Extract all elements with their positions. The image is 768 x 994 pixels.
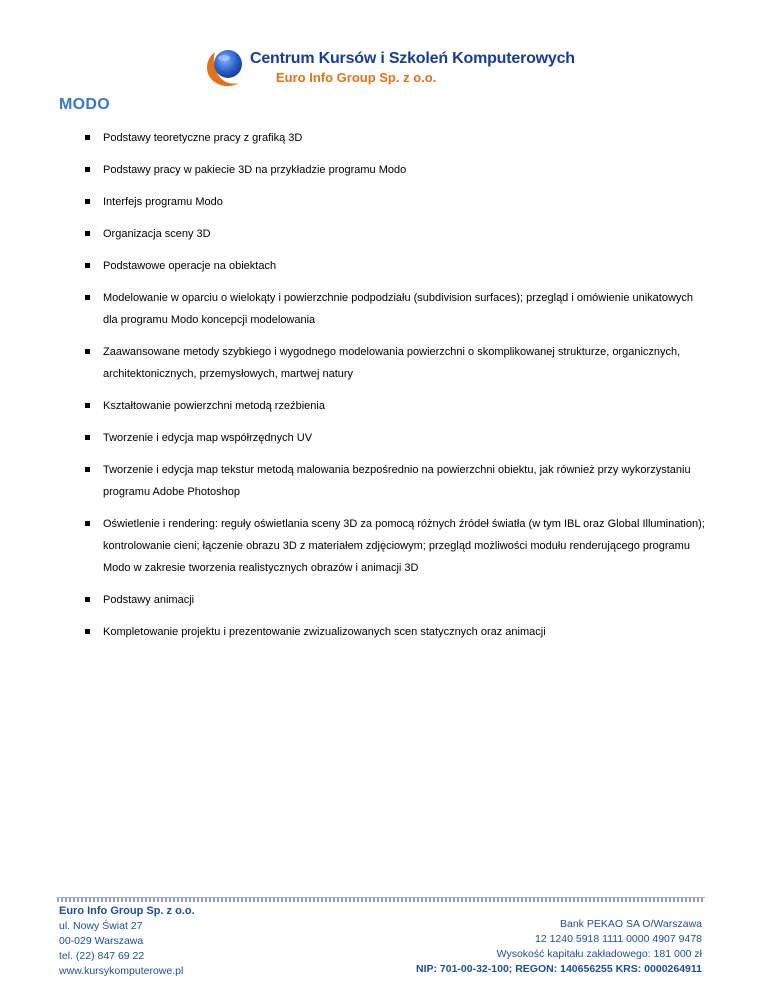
square-bullet-icon bbox=[85, 435, 90, 440]
logo-subtitle: Euro Info Group Sp. z o.o. bbox=[276, 70, 437, 85]
list-item bbox=[85, 341, 705, 385]
square-bullet-icon bbox=[85, 467, 90, 472]
list-item bbox=[85, 287, 705, 331]
square-bullet-icon bbox=[85, 135, 90, 140]
list-item bbox=[85, 255, 705, 277]
footer-website: www.kursykomputerowe.pl bbox=[59, 965, 184, 977]
list-item-text: Podstawy animacji bbox=[103, 594, 195, 606]
list-item-text: Podstawy pracy w pakiecie 3D na przykładzie programu Modo bbox=[103, 164, 407, 176]
footer-street: ul. Nowy Świat 27 bbox=[59, 920, 143, 932]
square-bullet-icon bbox=[85, 403, 90, 408]
list-item bbox=[85, 621, 705, 643]
topic-list bbox=[85, 127, 705, 653]
globe-logo-icon bbox=[203, 46, 245, 88]
list-item-text: Organizacja sceny 3D bbox=[103, 228, 211, 240]
square-bullet-icon bbox=[85, 295, 90, 300]
list-item-text: Interfejs programu Modo bbox=[103, 196, 223, 208]
footer-divider bbox=[57, 897, 705, 902]
page-title: MODO bbox=[59, 96, 110, 113]
list-item-text: Kształtowanie powierzchni metodą rzeźbienia bbox=[103, 400, 325, 412]
square-bullet-icon bbox=[85, 263, 90, 268]
square-bullet-icon bbox=[85, 629, 90, 634]
square-bullet-icon bbox=[85, 521, 90, 526]
footer-address bbox=[59, 904, 195, 979]
list-item bbox=[85, 427, 705, 449]
square-bullet-icon bbox=[85, 349, 90, 354]
square-bullet-icon bbox=[85, 231, 90, 236]
footer-city: 00-029 Warszawa bbox=[59, 935, 144, 947]
list-item bbox=[85, 513, 705, 579]
list-item bbox=[85, 127, 705, 149]
footer-capital: Wysokość kapitału zakładowego: 181 000 zł bbox=[496, 948, 702, 960]
list-item bbox=[85, 223, 705, 245]
list-item-text: Zaawansowane metody szybkiego i wygodnego modelowania powierzchni o skomplikowanej strukturze, organicznych, architektonicznych, przemysłowych, martwej natury bbox=[103, 346, 681, 380]
list-item bbox=[85, 395, 705, 417]
list-item bbox=[85, 459, 705, 503]
footer-company-name: Euro Info Group Sp. z o.o. bbox=[59, 905, 195, 917]
footer-phone: tel. (22) 847 69 22 bbox=[59, 950, 145, 962]
list-item-text: Tworzenie i edycja map współrzędnych UV bbox=[103, 432, 313, 444]
footer-company-details bbox=[416, 917, 702, 977]
footer-bank: Bank PEKAO SA O/Warszawa bbox=[560, 918, 702, 930]
footer-registration-ids: NIP: 701-00-32-100; REGON: 140656255 KRS: 0000264911 bbox=[415, 963, 702, 975]
list-item-text: Podstawy teoretyczne pracy z grafiką 3D bbox=[103, 132, 303, 144]
square-bullet-icon bbox=[85, 167, 90, 172]
list-item bbox=[85, 589, 705, 611]
list-item bbox=[85, 191, 705, 213]
company-logo bbox=[203, 46, 575, 92]
footer-account: 12 1240 5918 1111 0000 4907 9478 bbox=[535, 933, 702, 945]
logo-title: Centrum Kursów i Szkoleń Komputerowych bbox=[250, 50, 575, 67]
list-item-text: Kompletowanie projektu i prezentowanie zwizualizowanych scen statycznych oraz animacji bbox=[103, 626, 546, 638]
square-bullet-icon bbox=[85, 199, 90, 204]
list-item bbox=[85, 159, 705, 181]
list-item-text: Podstawowe operacje na obiektach bbox=[103, 260, 277, 272]
list-item-text: Oświetlenie i rendering: reguły oświetlania sceny 3D za pomocą różnych źródeł światła (w tym IBL oraz Global Illumination); kontrolowanie cieni; łączenie obrazu 3D z materiałem zdjęciowym; przegląd możliwości modułu renderującego programu Modo w zakresie tworzenia realistycznych obrazów i animacji 3D bbox=[103, 518, 705, 574]
list-item-text: Modelowanie w oparciu o wielokąty i powierzchnie podpodziału (subdivision surfaces); przegląd i omówienie unikatowych dla programu Modo koncepcji modelowania bbox=[103, 292, 694, 326]
square-bullet-icon bbox=[85, 597, 90, 602]
list-item-text: Tworzenie i edycja map tekstur metodą malowania bezpośrednio na powierzchni obiektu, jak również przy wykorzystaniu programu Adobe Photoshop bbox=[103, 464, 691, 498]
